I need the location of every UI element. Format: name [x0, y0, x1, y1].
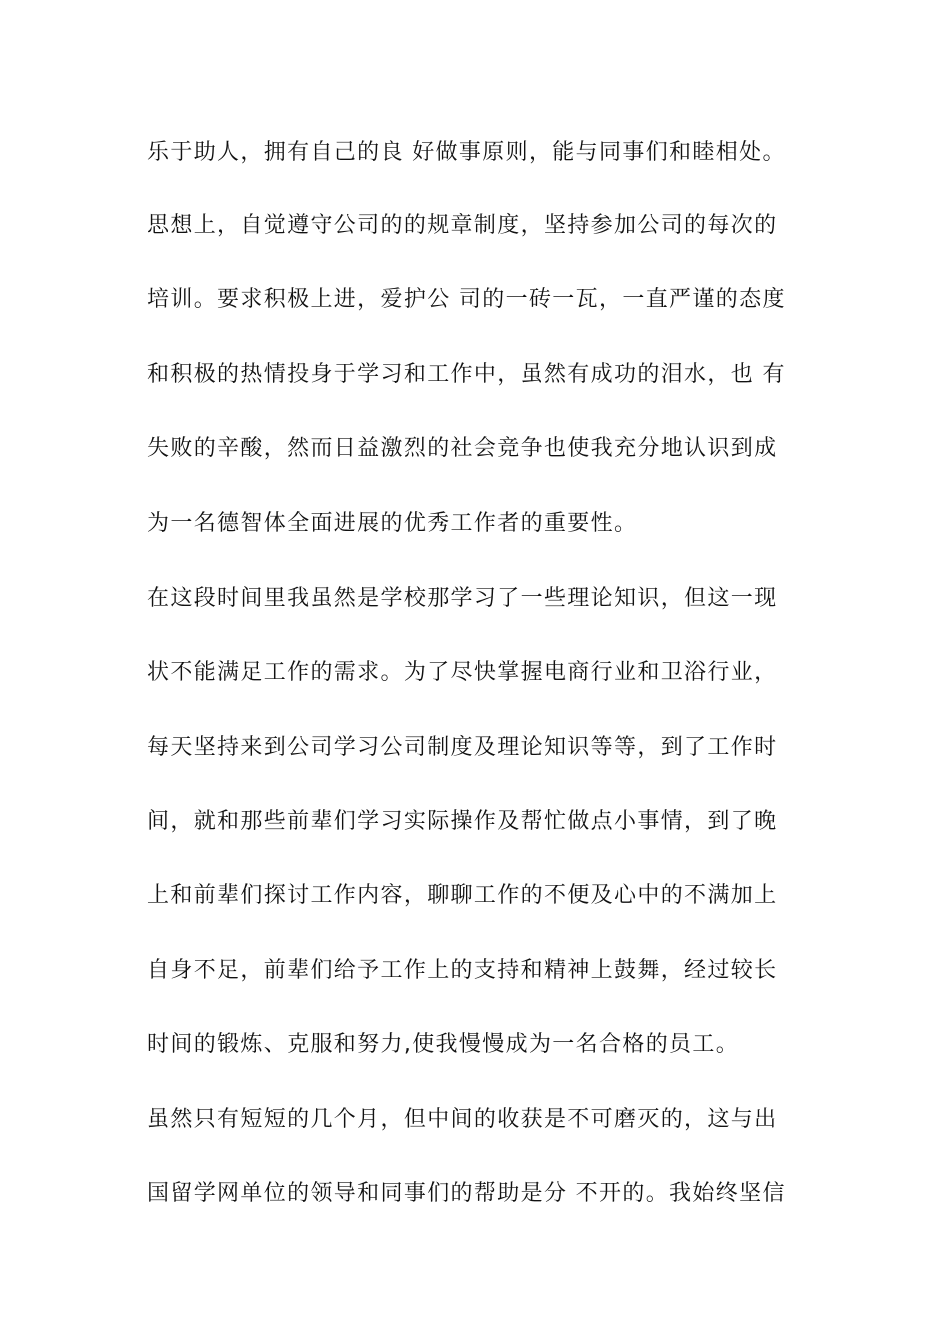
text-line: 思想上，自觉遵守公司的的规章制度，坚持参加公司的每次的	[147, 213, 778, 238]
text-line: 失败的辛酸，然而日益激烈的社会竞争也使我充分地认识到成	[147, 436, 778, 461]
text-line: 自身不足，前辈们给予工作上的支持和精神上鼓舞，经过较长	[147, 958, 778, 983]
text-line: 培训。要求积极上进，爱护公 司的一砖一瓦，一直严谨的态度	[147, 287, 786, 312]
text-line: 上和前辈们探讨工作内容，聊聊工作的不便及心中的不满加上	[147, 883, 778, 908]
text-line: 状不能满足工作的需求。为了尽快掌握电商行业和卫浴行业，	[147, 660, 778, 685]
text-line: 乐于助人，拥有自己的良 好做事原则，能与同事们和睦相处。	[147, 140, 786, 165]
text-line: 虽然只有短短的几个月，但中间的收获是不可磨灭的，这与出	[147, 1107, 778, 1132]
text-line: 和积极的热情投身于学习和工作中，虽然有成功的泪水，也 有	[147, 362, 786, 387]
text-line: 为一名德智体全面进展的优秀工作者的重要性。	[147, 511, 638, 536]
text-line: 在这段时间里我虽然是学校那学习了一些理论知识，但这一现	[147, 586, 778, 611]
text-line: 国留学网单位的领导和同事们的帮助是分 不开的。我始终坚信	[147, 1181, 786, 1206]
text-line: 间，就和那些前辈们学习实际操作及帮忙做点小事情，到了晚	[147, 809, 778, 834]
text-line: 时间的锻炼、克服和努力,使我慢慢成为一名合格的员工。	[147, 1032, 740, 1057]
text-line: 每天坚持来到公司学习公司制度及理论知识等等，到了工作时	[147, 735, 778, 760]
